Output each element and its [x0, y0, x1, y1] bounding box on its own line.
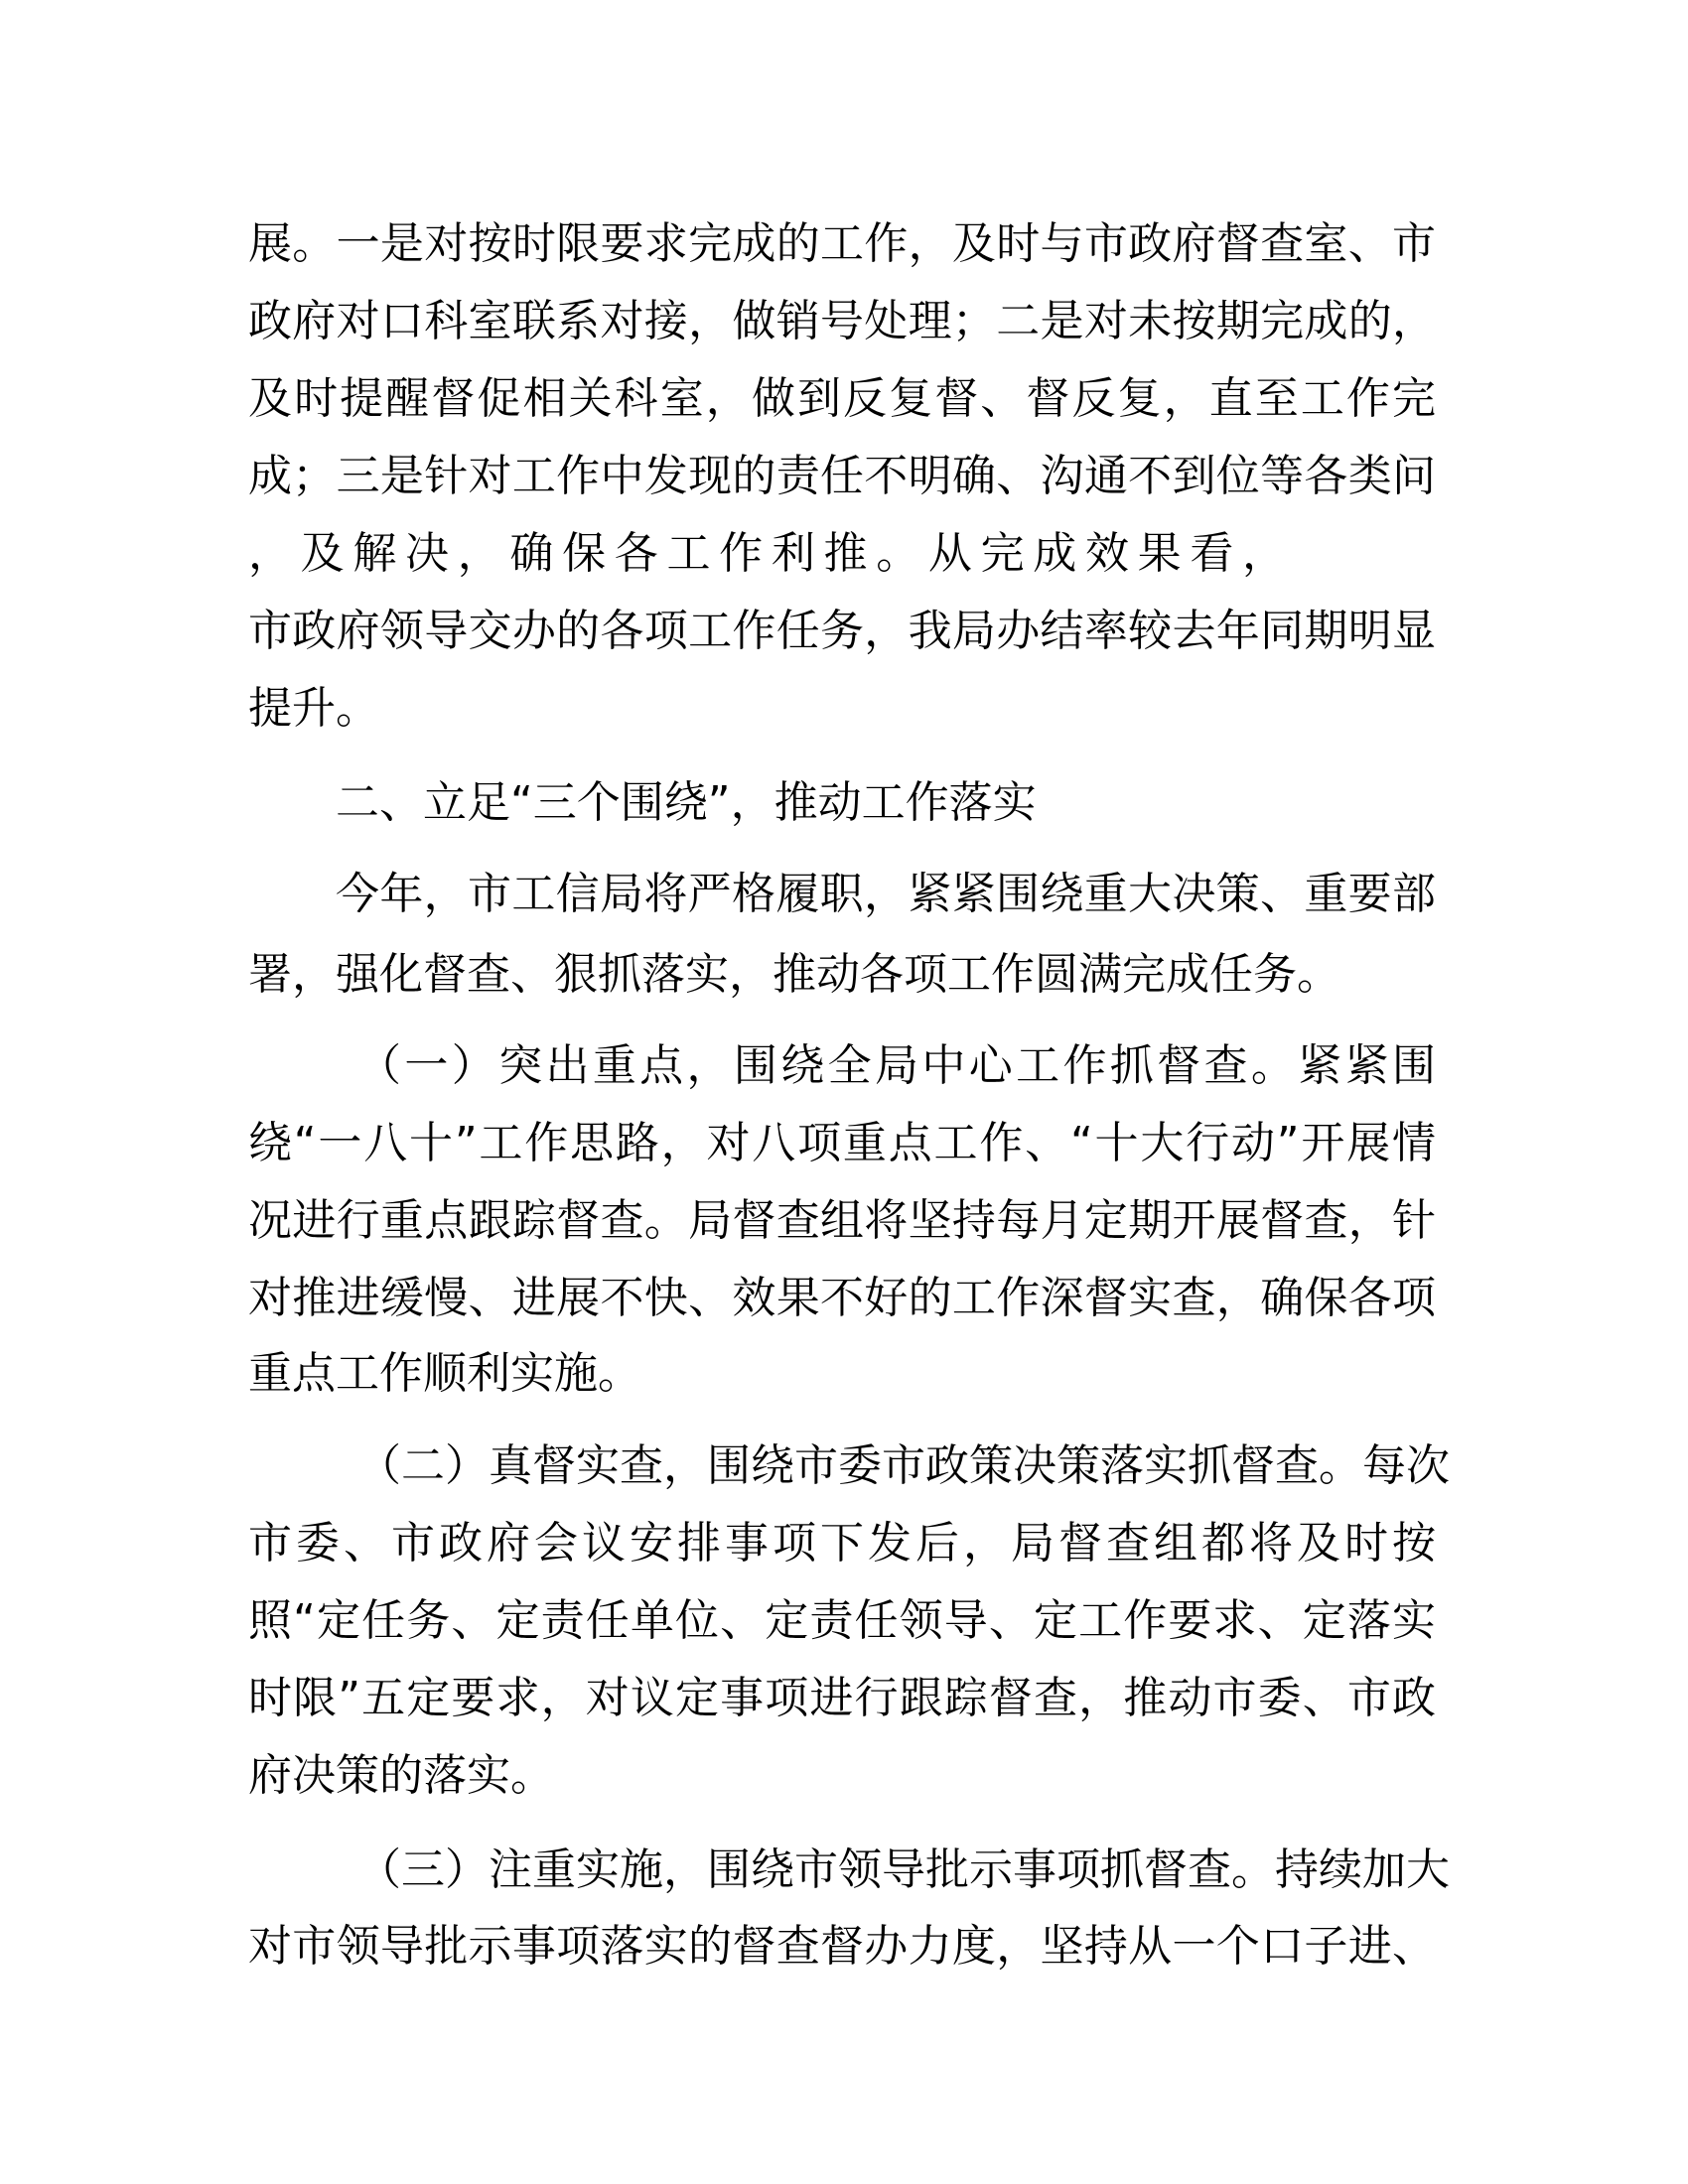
- text-line: 成；三是针对工作中发现的责任不明确、沟通不到位等各类问: [248, 451, 1436, 501]
- text-line: 政府对口科室联系对接，做销号处理；二是对未按期完成的，: [248, 296, 1436, 346]
- text-line: 绕“一八十”工作思路，对八项重点工作、“十大行动”开展情: [248, 1118, 1436, 1168]
- text-line: 市政府领导交办的各项工作任务，我局办结率较去年同期明显: [248, 606, 1436, 656]
- subsection-heading-line: （二）真督实查，围绕市委市政策决策落实抓督查。每次: [357, 1440, 1450, 1491]
- text-line: 对推进缓慢、进展不快、效果不好的工作深督实查，确保各项: [248, 1273, 1436, 1323]
- text-line: 署，强化督查、狠抓落实，推动各项工作圆满完成任务。: [248, 949, 1340, 1000]
- section-heading: 二、立足“三个围绕”，推动工作落实: [336, 777, 1037, 828]
- text-line: ，及解决，确保各工作利推。从完成效果看，: [248, 528, 1286, 579]
- text-line: 况进行重点跟踪督查。局督查组将坚持每月定期开展督查，针: [248, 1195, 1436, 1246]
- text-line: 对市领导批示事项落实的督查督办力度，坚持从一个口子进、: [248, 1921, 1436, 1972]
- text-line: 市委、市政府会议安排事项下发后，局督查组都将及时按: [248, 1518, 1436, 1569]
- text-line: 府决策的落实。: [248, 1750, 554, 1801]
- text-line: 提升。: [248, 683, 379, 734]
- text-line: 及时提醒督促相关科室，做到反复督、督反复，直至工作完: [248, 373, 1436, 424]
- text-line: 时限”五定要求，对议定事项进行跟踪督查，推动市委、市政: [248, 1673, 1436, 1723]
- text-line: 重点工作顺利实施。: [248, 1348, 641, 1399]
- text-line: 展。一是对按时限要求完成的工作，及时与市政府督查室、市: [248, 218, 1436, 269]
- text-line: 今年，市工信局将严格履职，紧紧围绕重大决策、重要部: [336, 869, 1436, 919]
- subsection-heading-line: （一）突出重点，围绕全局中心工作抓督查。紧紧围: [357, 1040, 1436, 1091]
- text-line: 照“定任务、定责任单位、定责任领导、定工作要求、定落实: [248, 1595, 1436, 1646]
- subsection-heading-line: （三）注重实施，围绕市领导批示事项抓督查。持续加大: [357, 1844, 1450, 1895]
